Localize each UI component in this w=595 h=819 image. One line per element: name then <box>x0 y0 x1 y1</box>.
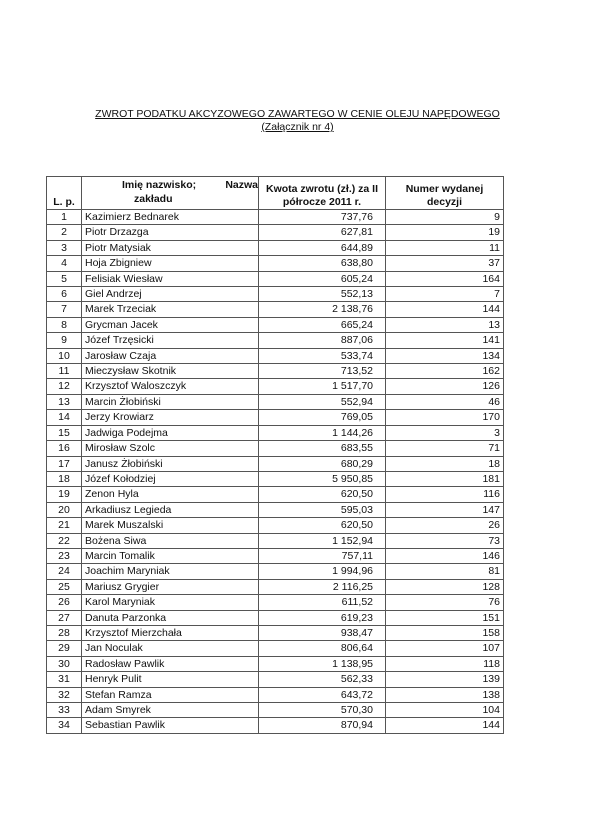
row-decision: 3 <box>386 425 504 440</box>
row-decision: 104 <box>386 703 504 718</box>
row-amount: 806,64 <box>259 641 386 656</box>
table-row <box>47 364 504 379</box>
table-row <box>47 410 504 425</box>
row-decision: 151 <box>386 610 504 625</box>
row-amount: 533,74 <box>259 348 386 363</box>
row-lp: 19 <box>47 487 82 502</box>
row-name: Kazimierz Bednarek <box>82 210 259 225</box>
row-amount: 713,52 <box>259 364 386 379</box>
row-name: Krzysztof Waloszczyk <box>82 379 259 394</box>
row-lp: 9 <box>47 333 82 348</box>
row-decision: 146 <box>386 548 504 563</box>
row-lp: 1 <box>47 210 82 225</box>
header-decision: Numer wydanej decyzji <box>386 177 504 210</box>
row-lp: 28 <box>47 625 82 640</box>
row-decision: 76 <box>386 595 504 610</box>
row-amount: 552,13 <box>259 287 386 302</box>
row-decision: 19 <box>386 225 504 240</box>
row-lp: 8 <box>47 317 82 332</box>
row-amount: 1 144,26 <box>259 425 386 440</box>
row-decision: 147 <box>386 502 504 517</box>
table-row <box>47 302 504 317</box>
header-name-part3: zakładu <box>134 193 173 205</box>
row-name: Marcin Żłobiński <box>82 394 259 409</box>
row-amount: 757,11 <box>259 548 386 563</box>
row-decision: 134 <box>386 348 504 363</box>
row-decision: 11 <box>386 240 504 255</box>
row-name: Józef Trzęsicki <box>82 333 259 348</box>
table-row <box>47 240 504 255</box>
row-name: Zenon Hyla <box>82 487 259 502</box>
table-row <box>47 564 504 579</box>
row-lp: 10 <box>47 348 82 363</box>
row-lp: 31 <box>47 672 82 687</box>
row-decision: 118 <box>386 656 504 671</box>
row-name: Jadwiga Podejma <box>82 425 259 440</box>
row-decision: 126 <box>386 379 504 394</box>
row-lp: 32 <box>47 687 82 702</box>
row-name: Jerzy Krowiarz <box>82 410 259 425</box>
row-name: Henryk Pulit <box>82 672 259 687</box>
row-lp: 27 <box>47 610 82 625</box>
row-amount: 620,50 <box>259 518 386 533</box>
row-name: Mirosław Szolc <box>82 441 259 456</box>
row-decision: 170 <box>386 410 504 425</box>
row-decision: 144 <box>386 302 504 317</box>
row-amount: 595,03 <box>259 502 386 517</box>
row-amount: 2 138,76 <box>259 302 386 317</box>
table-row <box>47 425 504 440</box>
row-name: Danuta Parzonka <box>82 610 259 625</box>
row-amount: 680,29 <box>259 456 386 471</box>
header-name-part1: Imię nazwisko; <box>122 179 197 191</box>
table-body <box>47 210 504 734</box>
row-decision: 158 <box>386 625 504 640</box>
header-name-part2: Nazwa <box>225 179 258 191</box>
row-name: Józef Kołodziej <box>82 471 259 486</box>
row-decision: 138 <box>386 687 504 702</box>
table-row <box>47 394 504 409</box>
row-amount: 938,47 <box>259 625 386 640</box>
row-amount: 1 138,95 <box>259 656 386 671</box>
row-amount: 769,05 <box>259 410 386 425</box>
row-name: Giel Andrzej <box>82 287 259 302</box>
row-name: Grycman Jacek <box>82 317 259 332</box>
row-name: Mieczysław Skotnik <box>82 364 259 379</box>
table-header <box>47 177 504 210</box>
table-row <box>47 441 504 456</box>
row-decision: 141 <box>386 333 504 348</box>
row-lp: 12 <box>47 379 82 394</box>
table-row <box>47 256 504 271</box>
table-row <box>47 502 504 517</box>
header-name <box>82 177 259 210</box>
row-name: Piotr Matysiak <box>82 240 259 255</box>
row-decision: 26 <box>386 518 504 533</box>
row-amount: 638,80 <box>259 256 386 271</box>
row-name: Radosław Pawlik <box>82 656 259 671</box>
row-lp: 13 <box>47 394 82 409</box>
row-lp: 11 <box>47 364 82 379</box>
document-title: ZWROT PODATKU AKCYZOWEGO ZAWARTEGO W CENIE OLEJU NAPĘDOWEGO <box>95 108 500 120</box>
row-name: Jan Noculak <box>82 641 259 656</box>
table-row <box>47 548 504 563</box>
row-lp: 5 <box>47 271 82 286</box>
table-row <box>47 579 504 594</box>
header-lp: L. p. <box>47 177 82 210</box>
table-row <box>47 456 504 471</box>
document-subtitle: (Załącznik nr 4) <box>261 121 334 133</box>
row-decision: 181 <box>386 471 504 486</box>
row-name: Arkadiusz Legieda <box>82 502 259 517</box>
row-lp: 15 <box>47 425 82 440</box>
row-name: Hoja Zbigniew <box>82 256 259 271</box>
table-row <box>47 225 504 240</box>
row-lp: 18 <box>47 471 82 486</box>
row-lp: 25 <box>47 579 82 594</box>
table-row <box>47 718 504 733</box>
row-amount: 644,89 <box>259 240 386 255</box>
row-amount: 887,06 <box>259 333 386 348</box>
row-lp: 21 <box>47 518 82 533</box>
row-name: Adam Smyrek <box>82 703 259 718</box>
table-row <box>47 487 504 502</box>
table-row <box>47 271 504 286</box>
row-lp: 14 <box>47 410 82 425</box>
row-lp: 16 <box>47 441 82 456</box>
row-lp: 6 <box>47 287 82 302</box>
row-amount: 619,23 <box>259 610 386 625</box>
row-amount: 562,33 <box>259 672 386 687</box>
table-row <box>47 348 504 363</box>
row-name: Bożena Siwa <box>82 533 259 548</box>
table-row <box>47 656 504 671</box>
row-decision: 116 <box>386 487 504 502</box>
row-decision: 7 <box>386 287 504 302</box>
row-amount: 683,55 <box>259 441 386 456</box>
row-name: Stefan Ramza <box>82 687 259 702</box>
row-lp: 7 <box>47 302 82 317</box>
table-row <box>47 625 504 640</box>
row-name: Karol Maryniak <box>82 595 259 610</box>
row-amount: 2 116,25 <box>259 579 386 594</box>
row-lp: 17 <box>47 456 82 471</box>
row-amount: 611,52 <box>259 595 386 610</box>
table-row <box>47 703 504 718</box>
row-decision: 46 <box>386 394 504 409</box>
row-decision: 139 <box>386 672 504 687</box>
table-row <box>47 210 504 225</box>
table-row <box>47 471 504 486</box>
row-decision: 73 <box>386 533 504 548</box>
row-name: Janusz Żłobiński <box>82 456 259 471</box>
row-lp: 33 <box>47 703 82 718</box>
row-decision: 71 <box>386 441 504 456</box>
row-amount: 1 994,96 <box>259 564 386 579</box>
row-amount: 627,81 <box>259 225 386 240</box>
row-name: Krzysztof Mierzchała <box>82 625 259 640</box>
row-lp: 26 <box>47 595 82 610</box>
row-name: Mariusz Grygier <box>82 579 259 594</box>
row-decision: 13 <box>386 317 504 332</box>
row-amount: 1 152,94 <box>259 533 386 548</box>
row-name: Sebastian Pawlik <box>82 718 259 733</box>
table-row <box>47 287 504 302</box>
row-name: Marek Trzeciak <box>82 302 259 317</box>
row-lp: 2 <box>47 225 82 240</box>
row-name: Marek Muszalski <box>82 518 259 533</box>
row-amount: 552,94 <box>259 394 386 409</box>
row-lp: 29 <box>47 641 82 656</box>
row-lp: 20 <box>47 502 82 517</box>
row-lp: 3 <box>47 240 82 255</box>
row-amount: 665,24 <box>259 317 386 332</box>
table-row <box>47 641 504 656</box>
row-lp: 30 <box>47 656 82 671</box>
row-lp: 34 <box>47 718 82 733</box>
row-decision: 107 <box>386 641 504 656</box>
row-decision: 18 <box>386 456 504 471</box>
row-lp: 4 <box>47 256 82 271</box>
table-row <box>47 672 504 687</box>
row-amount: 1 517,70 <box>259 379 386 394</box>
row-decision: 164 <box>386 271 504 286</box>
table-row <box>47 518 504 533</box>
row-decision: 37 <box>386 256 504 271</box>
row-name: Piotr Drzazga <box>82 225 259 240</box>
table-row <box>47 595 504 610</box>
row-lp: 22 <box>47 533 82 548</box>
refund-table <box>46 176 504 734</box>
row-name: Joachim Maryniak <box>82 564 259 579</box>
row-decision: 9 <box>386 210 504 225</box>
row-lp: 24 <box>47 564 82 579</box>
row-amount: 643,72 <box>259 687 386 702</box>
table-row <box>47 333 504 348</box>
table-row <box>47 533 504 548</box>
row-decision: 81 <box>386 564 504 579</box>
row-amount: 605,24 <box>259 271 386 286</box>
row-decision: 128 <box>386 579 504 594</box>
row-amount: 870,94 <box>259 718 386 733</box>
row-name: Marcin Tomalik <box>82 548 259 563</box>
row-decision: 144 <box>386 718 504 733</box>
row-amount: 737,76 <box>259 210 386 225</box>
row-amount: 570,30 <box>259 703 386 718</box>
row-amount: 620,50 <box>259 487 386 502</box>
table-row <box>47 379 504 394</box>
row-name: Felisiak Wiesław <box>82 271 259 286</box>
header-amount: Kwota zwrotu (zł.) za II półrocze 2011 r. <box>259 177 386 210</box>
table-row <box>47 687 504 702</box>
row-decision: 162 <box>386 364 504 379</box>
row-name: Jarosław Czaja <box>82 348 259 363</box>
row-amount: 5 950,85 <box>259 471 386 486</box>
row-lp: 23 <box>47 548 82 563</box>
table-row <box>47 317 504 332</box>
table-row <box>47 610 504 625</box>
